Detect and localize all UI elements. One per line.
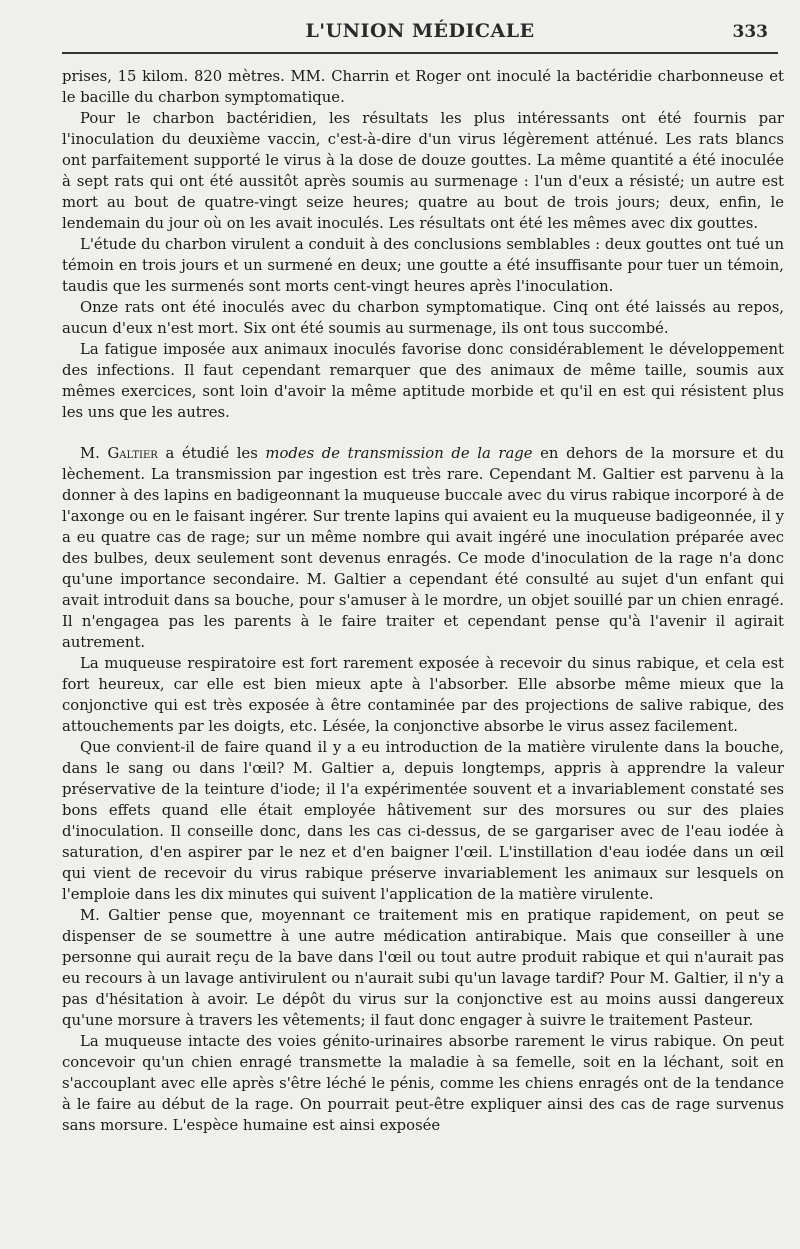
- paragraph-galtier: [62, 443, 784, 653]
- journal-title: L'UNION MÉDICALE: [305, 20, 535, 42]
- article-body: [62, 66, 784, 1136]
- paragraph: prises, 15 kilom. 820 mètres. MM. Charrin et Roger ont inoculé la bactéridie charbonneuse et le bacille du charbon symptomatique.: [62, 68, 784, 106]
- paragraph-text: en dehors de la morsure et du lèchement. La transmission par ingestion est très rare. Cependant M. Galtier est parvenu à la donner à des lapins en badigeonnant la muqueuse buccale avec du virus rabique incorporé à de l'axonge ou en le faisant ingérer. Sur trente lapins qui avaient eu la muqueuse badigeonnée, il y a eu quatre cas de rage; sur un même nombre qui avait ingéré une inoculation préparée avec des bulbes, deux seulement sont devenus enragés. Ce mode d'inoculation de la rage n'a donc qu'une importance secondaire. M. Galtier a cependant été consulté au sujet d'un enfant qui avait introduit dans sa bouche, pour s'amuser à le mordre, un objet souillé par un chien enragé. Il n'engagea pas les parents à le faire traiter et cependant pense qu'à l'avenir il agirait autrement.: [62, 445, 784, 651]
- author-suffix: a étudié les: [157, 445, 266, 462]
- paragraph: M. Galtier pense que, moyennant ce traitement mis en pratique rapidement, on peut se dispenser de se soumettre à une autre médication antirabique. Mais que conseiller à une personne qui aurait reçu de la bave dans l'œil ou tout autre produit rabique et qui n'aurait pas eu recours à un lavage antivirulent ou n'aurait subi qu'un lavage tardif? Pour M. Galtier, il n'y a pas d'hésitation à avoir. Le dépôt du virus sur la conjonctive est au moins aussi dangereux qu'une morsure à travers les vêtements; il faut donc engager à suivre le traitement Pasteur.: [62, 907, 784, 1029]
- paragraph: Onze rats ont été inoculés avec du charbon symptomatique. Cinq ont été laissés au repos, aucun d'eux n'est mort. Six ont été soumis au surmenage, ils ont tous succombé.: [62, 299, 784, 337]
- paragraph: La muqueuse respiratoire est fort rarement exposée à recevoir du sinus rabique, et cela est fort heureux, car elle est bien mieux apte à l'absorber. Elle absorbe même mieux que la conjonctive qui est très exposée à être contaminée par des projections de salive rabique, des attouchements par les doigts, etc. Lésée, la conjonctive absorbe le virus assez facilement.: [62, 655, 784, 735]
- running-head: [62, 18, 778, 48]
- paragraph: L'étude du charbon virulent a conduit à des conclusions semblables : deux gouttes ont tué un témoin en trois jours et un surmené en deux; une goutte a été insuffisante pour tuer un témoin, taudis que les surmenés sont morts cent-vingt heures après l'inoculation.: [62, 236, 784, 295]
- topic-italic: modes de transmission de la rage: [265, 445, 533, 462]
- author-prefix: M.: [80, 445, 108, 462]
- page-number: 333: [732, 22, 768, 42]
- header-rule: [62, 52, 778, 54]
- paragraph: Que convient-il de faire quand il y a eu introduction de la matière virulente dans la bouche, dans le sang ou dans l'œil? M. Galtier a, depuis longtemps, appris à apprendre la valeur préservative de la teinture d'iode; il l'a expérimentée souvent et a invariablement constaté ses bons effets quand elle était employée hâtivement sur des morsures ou sur des plaies d'inoculation. Il conseille donc, dans les cas ci-dessus, de se gargariser avec de l'eau iodée à saturation, d'en aspirer par le nez et d'en baigner l'œil. L'instillation d'eau iodée dans un œil qui vient de recevoir du virus rabique préserve invariablement les animaux sur lesquels on l'emploie dans les dix minutes qui suivent l'application de la matière virulente.: [62, 739, 784, 903]
- paragraph: Pour le charbon bactéridien, les résultats les plus intéressants ont été fournis par l'inoculation du deuxième vaccin, c'est-à-dire d'un virus légèrement atténué. Les rats blancs ont parfaitement supporté le virus à la dose de douze gouttes. La même quantité a été inoculée à sept rats qui ont été aussitôt après soumis au surmenage : l'un d'eux a résisté; un autre est mort au bout de quatre-vingt seize heures; quatre au bout de trois jours; deux, enfin, le lendemain du jour où on les avait inoculés. Les résultats ont été les mêmes avec dix gouttes.: [62, 110, 784, 232]
- author-name: Galtier: [107, 445, 158, 462]
- paragraph: La muqueuse intacte des voies génito-urinaires absorbe rarement le virus rabique. On peut concevoir qu'un chien enragé transmette la maladie à sa femelle, soit en la léchant, soit en s'accouplant avec elle après s'être léché le pénis, comme les chiens enragés ont de la tendance à le faire au début de la rage. On pourrait peut-être expliquer ainsi des cas de rage survenus sans morsure. L'espèce humaine est ainsi exposée: [62, 1033, 784, 1134]
- paragraph: La fatigue imposée aux animaux inoculés favorise donc considérablement le développement des infections. Il faut cependant remarquer que des animaux de même taille, soumis aux mêmes exercices, sont loin d'avoir la même aptitude morbide et qu'il en est qui résistent plus les uns que les autres.: [62, 341, 784, 421]
